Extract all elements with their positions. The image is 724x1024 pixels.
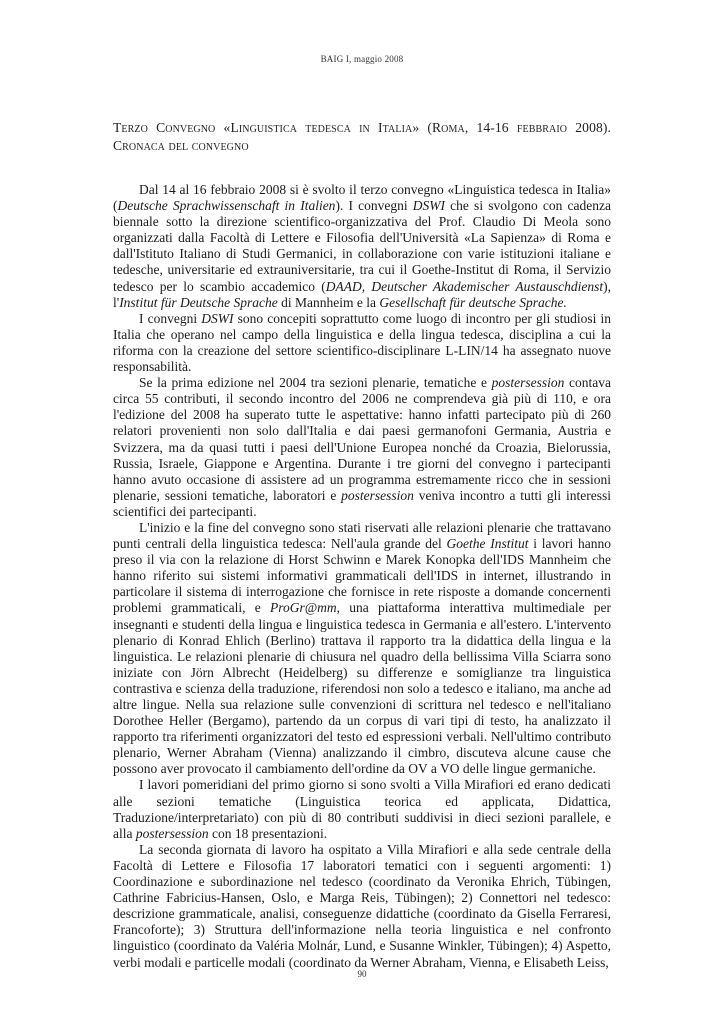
text-run: i lavori hanno preso il via con la relazione di Horst Schwinn e Marek Konopka dell'IDS Mannheim che hanno riferito sui sistemi informativi grammaticali dell'IDS in internet, illustrando in particolare il sistema di interrogazione che fornisce in rete risposte a domande concernenti problemi grammaticali, e [113, 536, 611, 616]
italic-text: Goethe Institut [446, 536, 529, 552]
body-paragraph [113, 520, 611, 778]
text-run: I lavori pomeridiani del primo giorno si sono svolti a Villa Mirafiori ed erano dedicati alle sezioni tematiche (Linguistica teorica ed applicata, Didattica, Traduzione/interpretariato) con più di 80 contributi suddivisi in dieci sezioni parallele, e alla [113, 777, 611, 841]
italic-text: Gesellschaft für deutsche Sprache. [379, 294, 567, 310]
running-head: BAIG I, maggio 2008 [320, 54, 404, 64]
italic-text: DAAD, Deutscher Akademischer Austauschdienst [325, 278, 604, 294]
text-run: di Mannheim e la [277, 294, 380, 310]
body-paragraph [113, 375, 611, 520]
body-paragraph [113, 311, 611, 375]
italic-text: postersession [341, 487, 414, 503]
article-title: Terzo Convegno «Linguistica tedesca in Italia» (Roma, 14-16 febbraio 2008). Cronaca del convegno [113, 120, 611, 153]
italic-text: Deutsche Sprachwissenschaft in Italien [117, 198, 336, 214]
page-number: 90 [357, 969, 367, 979]
text-run: L'inizio e la fine del convegno sono stati riservati alle relazioni plenarie che trattavano punti centrali della linguistica tedesca: Nell'aula grande del [113, 519, 611, 552]
text-run: ), l' [113, 278, 612, 310]
text-run: che si svolgono con cadenza biennale sotto la direzione scientifico-organizzativa del Prof. Claudio Di Meola sono organizzati dalla Facoltà di Lettere e Filosofia dell'Università «La Sapienza» di Roma e dall'Istituto Italiano di Studi Germanici, in collaborazione con varie istituzioni italiane e tedesche, universitarie ed extrauniversitarie, tra cui il Goethe-Institut di Roma, il Servizio tedesco per lo scambio accademico ( [113, 198, 611, 294]
italic-text: DSWI [201, 310, 234, 326]
body-paragraph [113, 182, 611, 311]
italic-text: DSWI [412, 198, 446, 214]
italic-text: ProGr@mm [269, 600, 337, 616]
text-run: I convegni [139, 310, 202, 326]
text-run: Se la prima edizione nel 2004 tra sezioni plenarie, tematiche e [139, 375, 492, 391]
body-paragraph [113, 777, 611, 841]
text-run: con 18 presentazioni. [208, 825, 328, 841]
italic-text: Institut für Deutsche Sprache [119, 294, 278, 310]
text-run: contava circa 55 contributi, il secondo incontro del 2006 ne comprendeva già più di 110, e ora l'edizione del 2008 ha superato tutte le aspettative: hanno infatti partecipato più di 260 relatori provenienti non solo dall'Italia e dai paesi germanofoni Germania, Austria e Svizzera, ma da quasi tutti i paesi dell'Unione Europea nonché da Croazia, Bielorussia, Russia, Israele, Giappone e Argentina. Durante i tre giorni del convegno i partecipanti hanno avuto occasione di assistere ad un programma estremamente ricco che in sessioni plenarie, sessioni tematiche, laboratori e [113, 375, 611, 503]
italic-text: postersession [135, 825, 209, 841]
text-run: , una piattaforma interattiva multimediale per insegnanti e studenti della lingua e linguistica tedesca in Germania e all'estero. L'intervento plenario di Konrad Ehlich (Berlino) trattava il rapporto tra la didattica della lingua e la linguistica. Le relazioni plenarie di chiusura nel quadro della bellissima Villa Sciarra sono iniziate con Jörn Albrecht (Heidelberg) su differenze e somiglianze tra linguistica contrastiva e scienza della traduzione, riferendosi non solo a tedesco e italiano, ma anche ad altre lingue. Nella sua relazione sulle convenzioni di scrittura nel tedesco e nell'italiano Dorothee Heller (Bergamo), partendo da un corpus di vari tipi di testo, ha analizzato il rapporto tra riferimenti organizzatori del testo ed espressioni verbali. Nell'ultimo contributo plenario, Werner Abraham (Vienna) analizzando il cimbro, discuteva alcune cause che possono aver provocato il cambiamento dell'ordine da OV a VO delle lingue germaniche. [113, 600, 612, 777]
article-body [113, 182, 611, 971]
text-run: Dal 14 al 16 febbraio 2008 si è svolto il terzo convegno «Linguistica tedesca in Italia» ( [113, 182, 611, 214]
body-paragraph [113, 842, 611, 971]
italic-text: postersession [491, 375, 565, 391]
text-run: ). I convegni [335, 198, 413, 214]
text-run: veniva incontro a tutti gli interessi scientifici dei partecipanti. [113, 487, 611, 519]
text-run: La seconda giornata di lavoro ha ospitato a Villa Mirafiori e alla sede centrale della Facoltà di Lettere e Filosofia 17 laboratori tematici con i seguenti argomenti: 1) Coordinazione e subordinazione nel tedesco (coordinato da Veronika Ehrich, Tübingen, Cathrine Fabricius-Hansen, Oslo, e Marga Reis, Tübingen); 2) Connettori nel tedesco: descrizione grammaticale, analisi, conseguenze didattiche (coordinato da Gisella Ferraresi, Francoforte); 3) Struttura dell'informazione nella teoria linguistica e nel confronto linguistico (coordinato da Valéria Molnár, Lund, e Susanne Winkler, Tübingen); 4) Aspetto, verbi modali e particelle modali (coordinato da Werner Abraham, Vienna, e Elisabeth Leiss, [113, 841, 611, 970]
text-run: sono concepiti soprattutto come luogo di incontro per gli studiosi in Italia che operano nel campo della linguistica e della lingua tedesca, disciplina a cui la riforma con la creazione del settore scientifico-disciplinare L-LIN/14 ha assegnato nuove responsabilità. [113, 310, 612, 375]
